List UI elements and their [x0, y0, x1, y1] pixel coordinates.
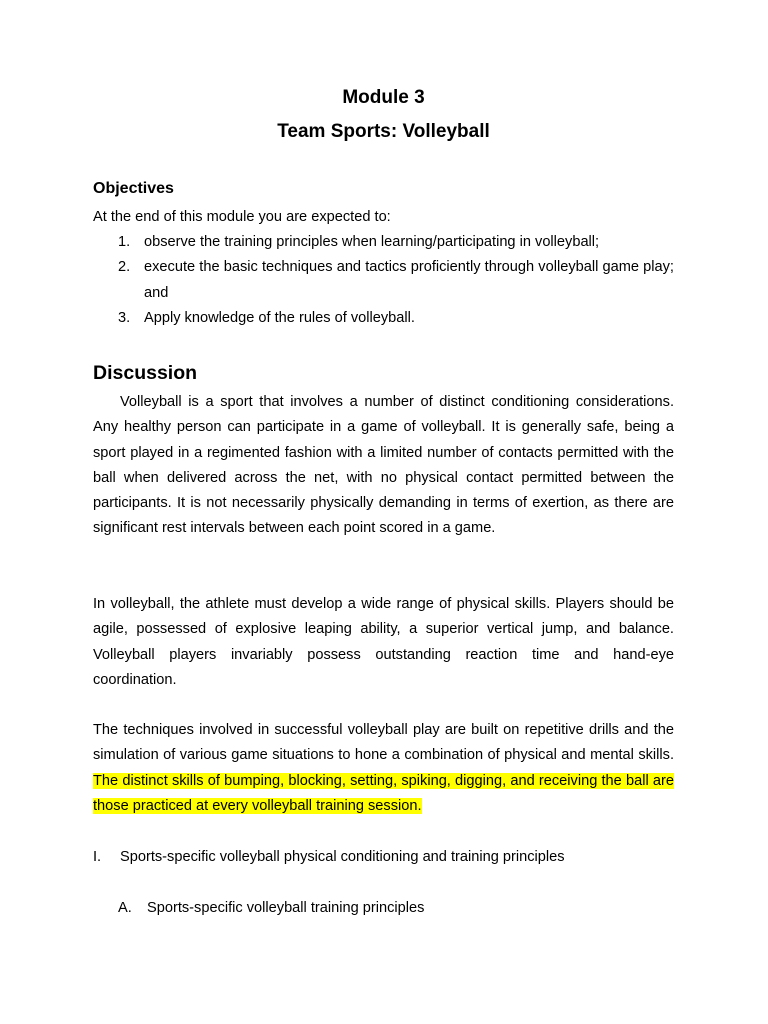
module-subtitle: Team Sports: Volleyball: [277, 121, 490, 142]
discussion-paragraph-3: [93, 718, 674, 819]
module-title: Module 3: [342, 87, 425, 108]
discussion-paragraph-1: Volleyball is a sport that involves a number of distinct conditioning considerations. Any healthy person can participate in a game of volleyball. It is generally safe, being a sport played in a regimented fashion with a limited number of contacts permitted with the ball when delivered across the net, with no physical contact permitted between the participants. It is not necessarily physically demanding in terms of exertion, as there are significant rest intervals between each point scored in a game.: [93, 394, 674, 537]
outline-text: Sports-specific volleyball training principles: [147, 900, 425, 916]
objective-item: [93, 306, 674, 331]
objective-item: [93, 230, 674, 255]
discussion-paragraph-2: In volleyball, the athlete must develop a wide range of physical skills. Players should be agile, possessed of explosive leaping ability, a superior vertical jump, and balance. Volleyball players invariably possess outstanding reaction time and hand-eye coordination.: [93, 596, 674, 688]
objectives-list: [93, 230, 674, 331]
paragraph-3-text: The techniques involved in successful volleyball play are built on repetitive drills and the simulation of various game situations to hone a combination of physical and mental skills.: [93, 722, 674, 764]
outline-section-1: [93, 845, 674, 870]
objective-text: execute the basic techniques and tactics proficiently through volleyball game play; and: [144, 259, 674, 301]
objective-number: 2.: [118, 259, 131, 276]
discussion-heading: Discussion: [93, 362, 198, 384]
objective-text: Apply knowledge of the rules of volleyball.: [144, 309, 415, 326]
outline-text: Sports-specific volleyball physical conditioning and training principles: [120, 849, 565, 865]
outline-marker: A.: [118, 900, 132, 916]
highlighted-text: The distinct skills of bumping, blocking, setting, spiking, digging, and receiving the ball are those practiced at every volleyball training session.: [93, 772, 674, 814]
objective-number: 3.: [118, 309, 131, 326]
outline-marker: I.: [93, 849, 102, 865]
objective-item: [93, 255, 674, 306]
objective-number: 1.: [118, 234, 131, 250]
objectives-heading: Objectives: [93, 180, 174, 197]
outline-section-1a: [118, 896, 674, 921]
objectives-intro: At the end of this module you are expected to:: [93, 209, 391, 225]
objective-text: observe the training principles when learning/participating in volleyball;: [144, 234, 600, 250]
